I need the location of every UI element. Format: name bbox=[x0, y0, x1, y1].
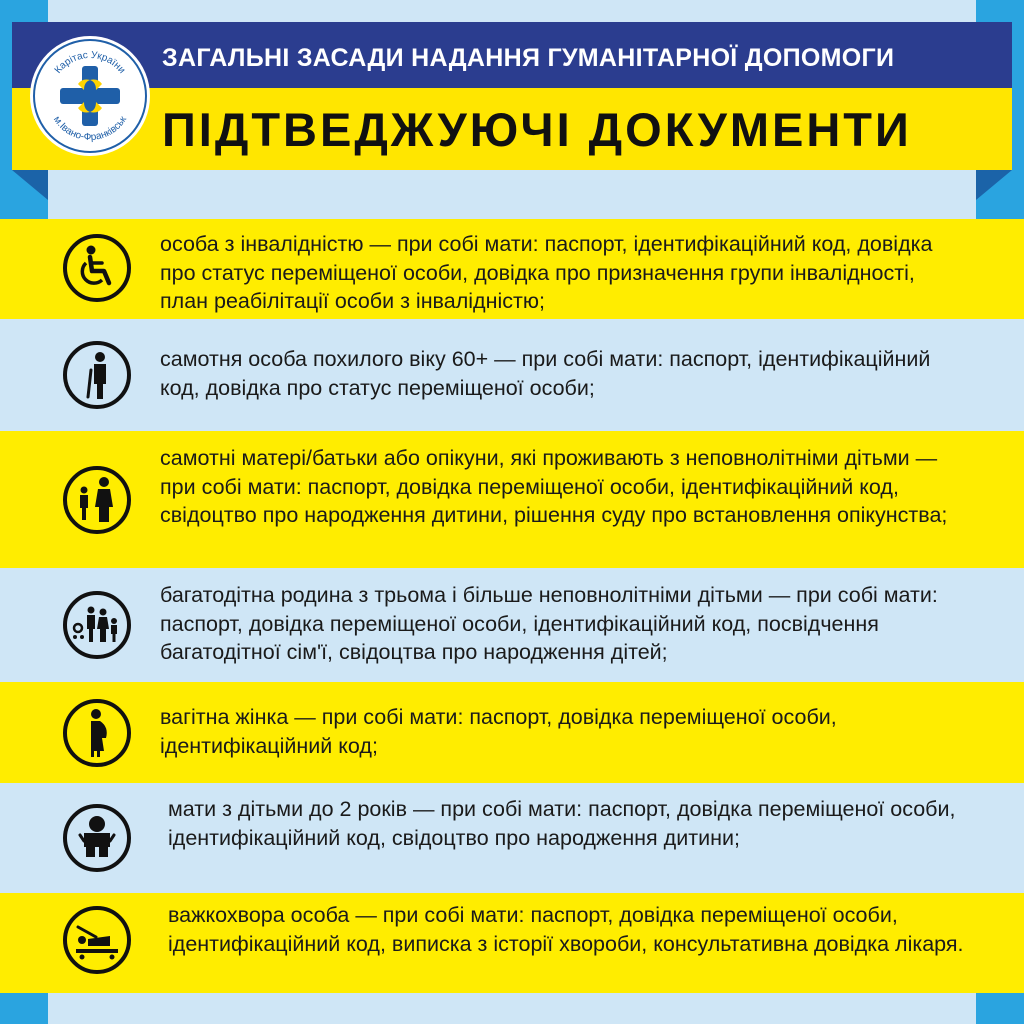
item-text: мати з дітьми до 2 років — при собі мати: паспорт, довідка переміщеної особи, ідентифікаційний код, свідоцтво про народження дитини; bbox=[168, 797, 956, 850]
wheelchair-icon bbox=[62, 233, 132, 303]
item-text: важкохвора особа — при собі мати: паспорт, довідка переміщеної особи, ідентифікаційний код, виписка з історії хвороби, консультативна довідка лікаря. bbox=[168, 903, 964, 956]
item-text: особа з інвалідністю — при собі мати: паспорт, ідентифікаційний код, довідка про статус переміщеної особи, довідка про призначення групи інвалідності, план реабілітації особи з інвалідністю; bbox=[160, 232, 933, 313]
list-item bbox=[0, 783, 1024, 893]
caritas-logo bbox=[30, 36, 150, 156]
sick-person-icon bbox=[62, 905, 132, 975]
parent-child-icon bbox=[62, 465, 132, 535]
list-item bbox=[0, 431, 1024, 568]
item-text: самотні матері/батьки або опікуни, які проживають з неповнолітніми дітьми — при собі мати: паспорт, довідка переміщеної особи, ідентифікаційний код, свідоцтво про народження дитини, рішення суду про встановлення опікунства; bbox=[160, 446, 948, 527]
ribbon-fold-left bbox=[12, 170, 48, 200]
item-text: самотня особа похилого віку 60+ — при собі мати: паспорт, ідентифікаційний код, довідка про статус переміщеної особи; bbox=[160, 347, 931, 400]
page-title: ЗАГАЛЬНІ ЗАСАДИ НАДАННЯ ГУМАНІТАРНОЇ ДОПОМОГИ bbox=[162, 44, 895, 72]
logo-top-text: Карітас України bbox=[52, 49, 128, 76]
item-text: вагітна жінка — при собі мати: паспорт, довідка переміщеної особи, ідентифікаційний код; bbox=[160, 705, 837, 758]
list-item bbox=[0, 893, 1024, 993]
baby-icon bbox=[62, 803, 132, 873]
list-item bbox=[0, 319, 1024, 431]
page-subtitle: ПІДТВЕДЖУЮЧІ ДОКУМЕНТИ bbox=[162, 103, 912, 156]
list-item bbox=[0, 682, 1024, 783]
elderly-person-icon bbox=[62, 340, 132, 410]
pregnant-woman-icon bbox=[62, 698, 132, 768]
large-family-icon bbox=[62, 590, 132, 660]
list-item bbox=[0, 568, 1024, 682]
logo-bottom-text: м.Івано-Франківськ bbox=[50, 114, 130, 144]
item-text: багатодітна родина з трьома і більше неповнолітніми дітьми — при собі мати: паспорт, довідка переміщеної особи, ідентифікаційний код, посвідчення багатодітної сім'ї, свідоцтва про народження дітей; bbox=[160, 583, 938, 664]
list-item bbox=[0, 219, 1024, 319]
ribbon-fold-right bbox=[976, 170, 1012, 200]
